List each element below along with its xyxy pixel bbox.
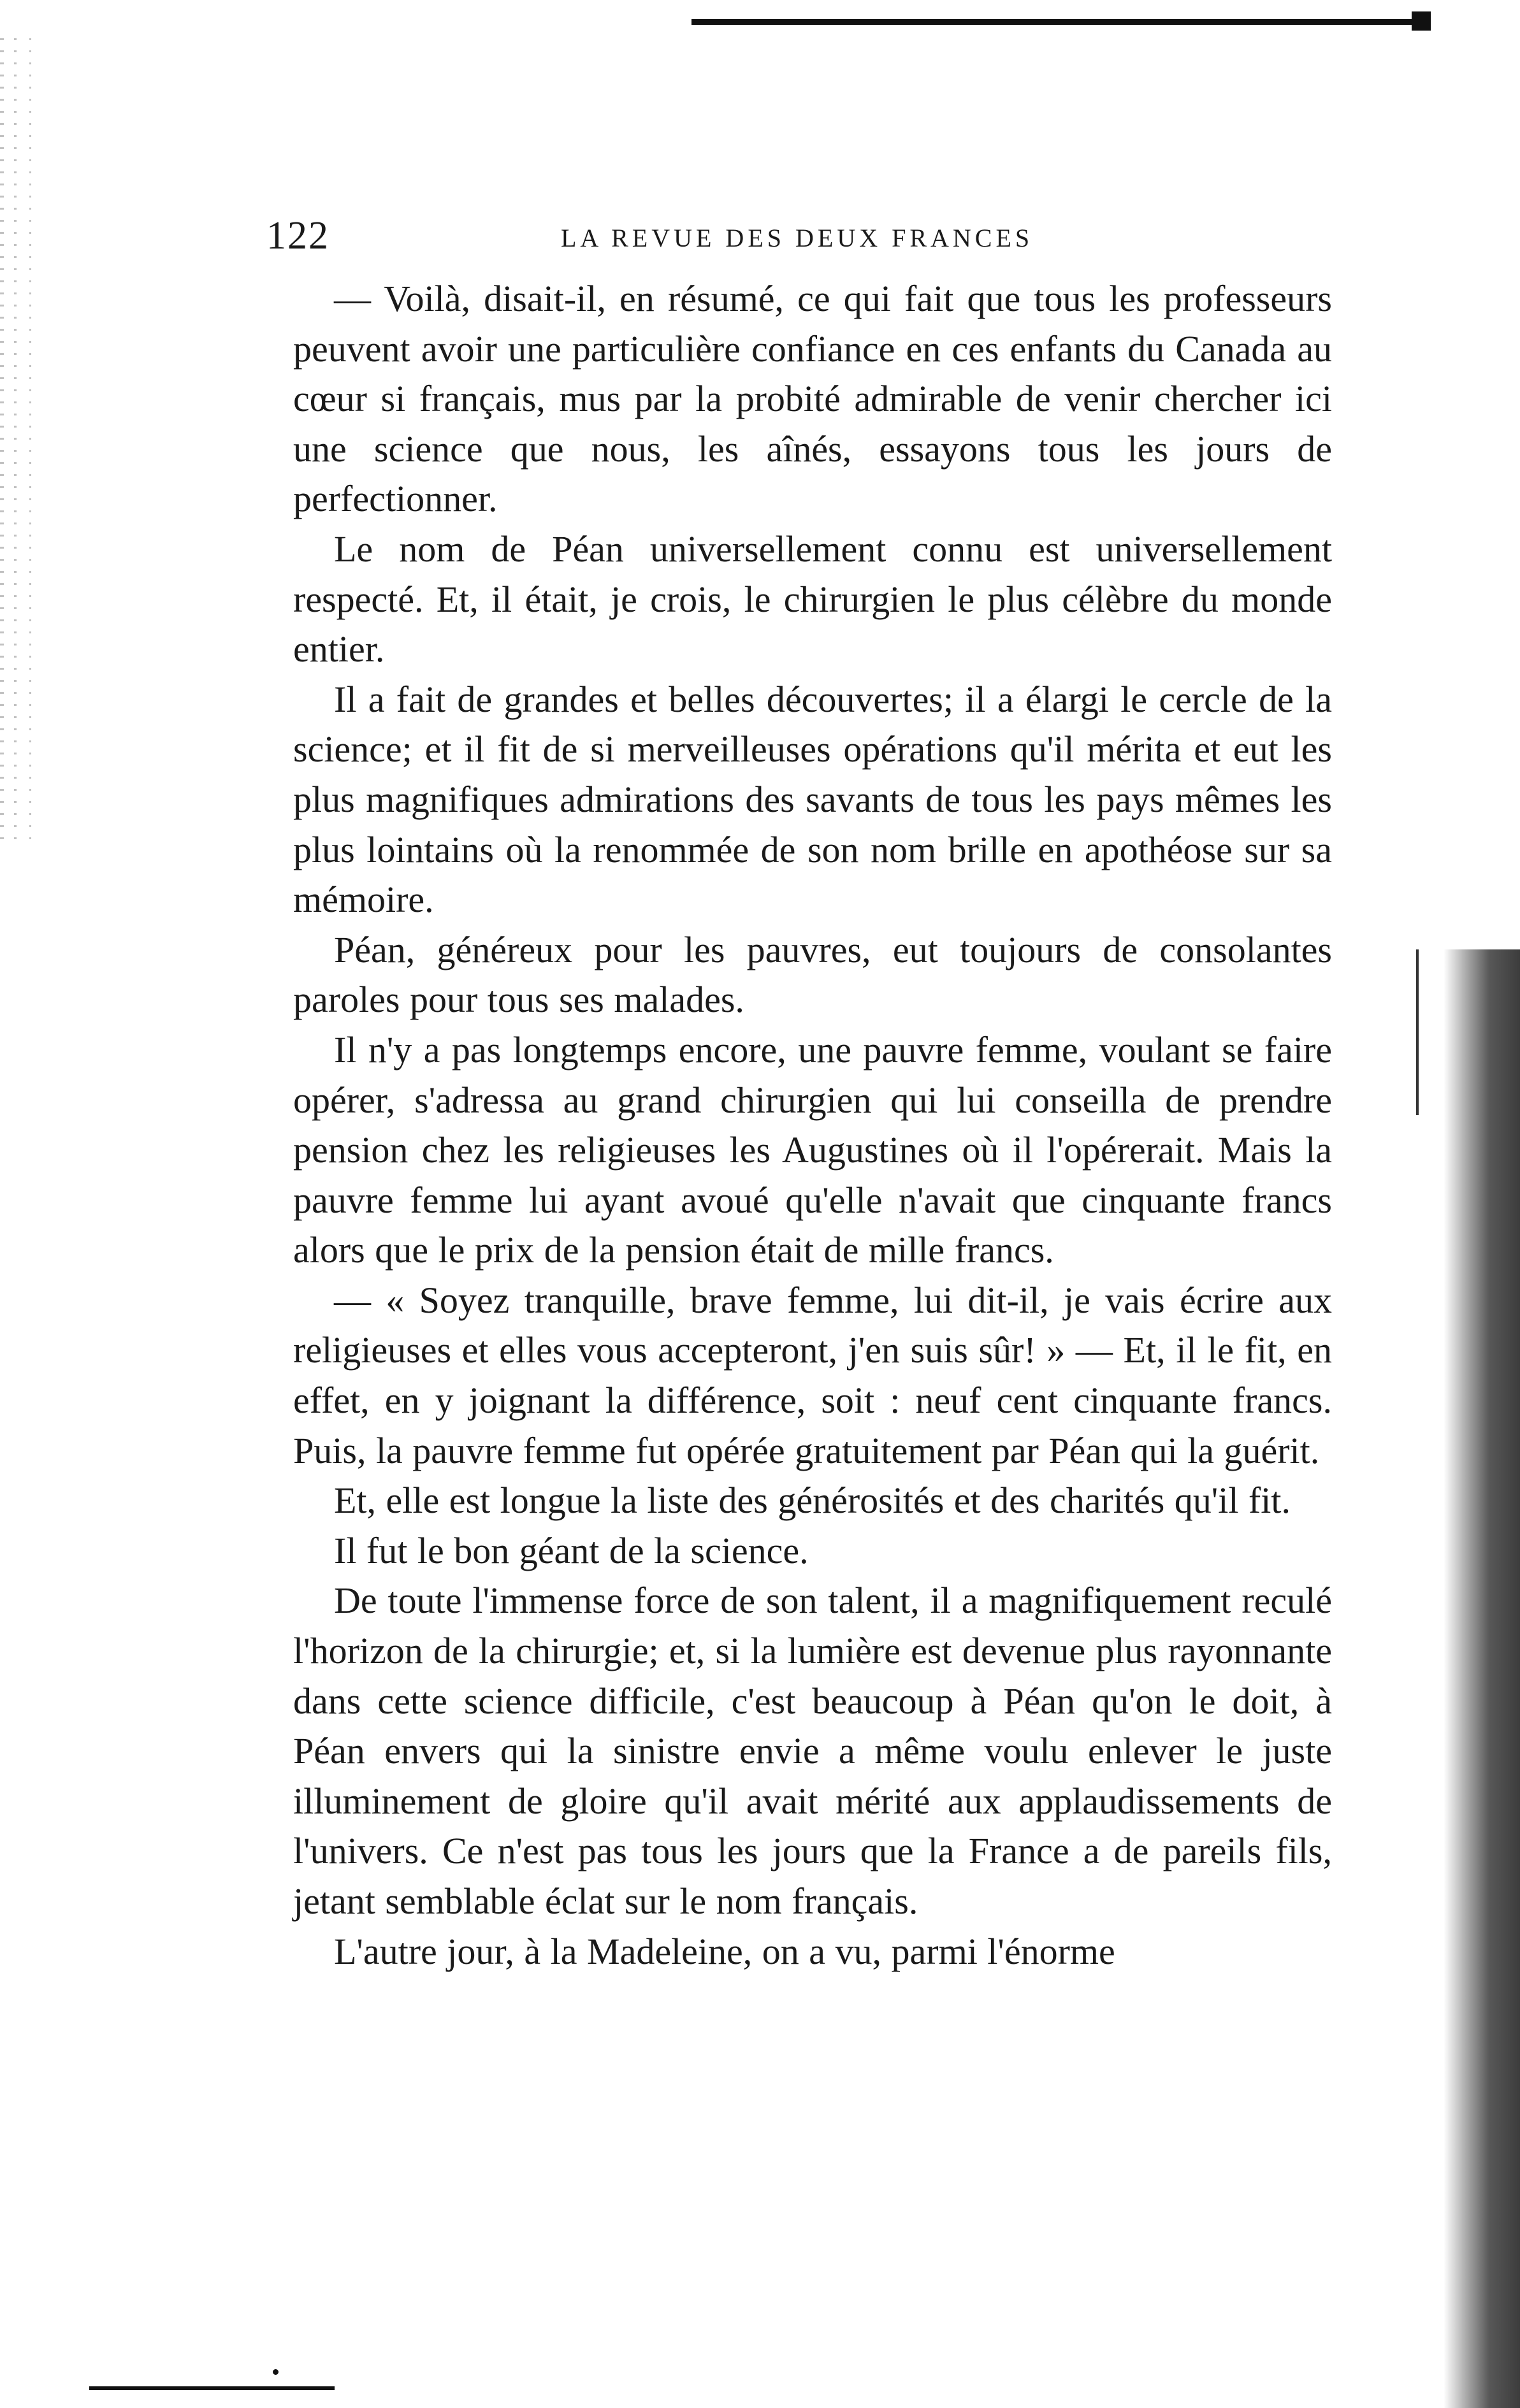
paragraph: De toute l'immense force de son talent, il a magnifiquement reculé l'horizon de la chirurgie; et, si la lumière est devenue plus rayonnante dans cette science difficile, c'est beaucoup à Péan qu'on le doit, à Péan envers qui la sinistre envie a même voulu enlever le juste illuminement de gloire qu'il avait mérité aux applaudissements de l'univers. Ce n'est pas tous les jours que la France a de pareils fils, jetant semblable éclat sur le nom français.: [293, 1580, 1332, 1922]
scan-edge-artifact-right: [1444, 949, 1520, 2408]
page-header: [0, 210, 1520, 261]
top-rule: [691, 19, 1424, 25]
paragraph: Le nom de Péan universellement connu est universellement respecté. Et, il était, je crois, le chirurgien le plus célèbre du monde entier.: [293, 528, 1332, 670]
paragraph: Péan, généreux pour les pauvres, eut toujours de consolantes paroles pour tous ses malades.: [293, 928, 1332, 1021]
page-number: 122: [266, 214, 329, 257]
paragraph: — « Soyez tranquille, brave femme, lui dit-il, je vais écrire aux religieuses et elles vous accepteront, j'en suis sûr! » — Et, il le fit, en effet, en y joignant la différence, soit : neuf cent cinquante francs. Puis, la pauvre femme fut opérée gratuitement par Péan qui la guérit.: [293, 1279, 1332, 1471]
paragraph: — Voilà, disait-il, en résumé, ce qui fait que tous les professeurs peuvent avoir une particulière confiance en ces enfants du Canada au cœur si français, mus par la probité admirable de venir chercher ici une science que nous, les aînés, essayons tous les jours de perfectionner.: [293, 278, 1332, 520]
bottom-rule: [89, 2386, 335, 2390]
paragraph: Il fut le bon géant de la science.: [334, 1529, 809, 1571]
paragraph: L'autre jour, à la Madeleine, on a vu, parmi l'énorme: [334, 1930, 1115, 1972]
bottom-mark: [273, 2369, 279, 2375]
running-head: LA REVUE DES DEUX FRANCES: [561, 224, 1034, 252]
top-corner-mark: [1412, 11, 1431, 31]
paragraph: Il n'y a pas longtemps encore, une pauvre femme, voulant se faire opérer, s'adressa au grand chirurgien qui lui conseilla de prendre pension chez les religieuses les Augustines où il l'opérerait. Mais la pauvre femme lui ayant avoué qu'elle n'avait que cinquante francs alors que le prix de la pension était de mille francs.: [293, 1028, 1332, 1271]
paragraph: Et, elle est longue la liste des générosités et des charités qu'il fit.: [334, 1480, 1291, 1522]
paragraph: Il a fait de grandes et belles découvertes; il a élargi le cercle de la science; et il fit de si merveilleuses opérations qu'il mérita et eut les plus magnifiques admirations des savants de tous les pays mêmes les plus lointains où la renommée de son nom brille en apothéose sur sa mémoire.: [293, 678, 1332, 921]
body-text: [293, 274, 1332, 1977]
scan-line-artifact: [1416, 949, 1419, 1115]
scan-edge-artifact-left: [0, 38, 50, 841]
